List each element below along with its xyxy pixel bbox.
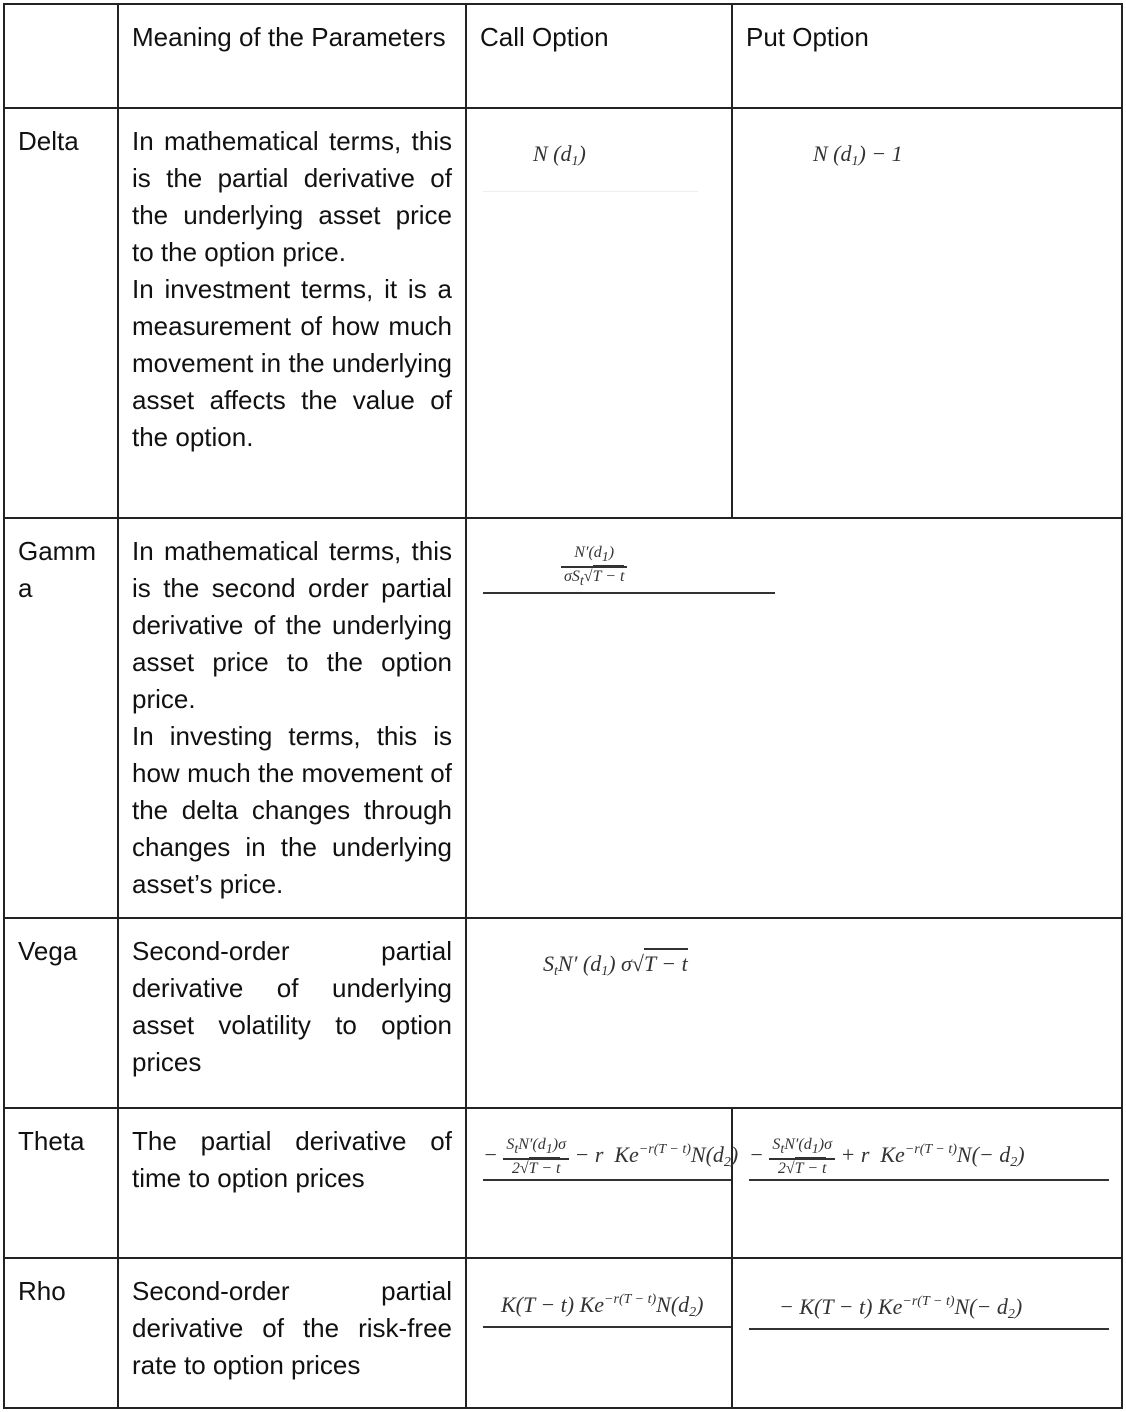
delta-meaning <box>118 108 466 518</box>
delta-call-formula <box>466 108 732 518</box>
rho-put-math: − K(T − t) $Ke^{-r(T - t)}N(- d_2)$ <box>779 1294 1023 1322</box>
rho-row <box>4 1258 1122 1408</box>
delta-call-math: N $(d_1)$ <box>533 141 586 169</box>
header-meaning: Meaning of the Parameters <box>118 4 466 108</box>
header-call-option: Call Option <box>466 4 732 108</box>
delta-meaning-investment: In investment terms, it is a measurement of how much movement in the underlying asset affects the value of the option. <box>132 274 452 452</box>
header-put-option: Put Option <box>732 4 1122 108</box>
delta-label: Delta <box>4 108 118 518</box>
vega-label: Vega <box>4 918 118 1108</box>
vega-formula-math: $S_tN'$ $(d_1) \sigma√T - t$ <box>483 933 1108 979</box>
delta-put-math: N $(d_1) - 1$ <box>813 141 903 169</box>
delta-meaning-math: In mathematical terms, this is the partial derivative of the underlying asset price to the option price. <box>132 126 452 267</box>
vega-row <box>4 918 1122 1108</box>
gamma-label: Gamm a <box>4 518 118 918</box>
rho-meaning: Second-order partial derivative of the risk-free rate to option prices <box>118 1258 466 1408</box>
greeks-table <box>3 3 1123 1409</box>
gamma-row <box>4 518 1122 918</box>
header-row <box>4 4 1122 108</box>
gamma-formula <box>466 518 1122 918</box>
delta-row <box>4 108 1122 518</box>
gamma-formula-block: $\frac{N'(d1)}{\text{σSt√T − t}}$ <box>483 533 775 594</box>
gamma-meaning-math: In mathematical terms, this is the second order partial derivative of the underlying asset price to the option price. <box>132 536 452 714</box>
theta-label: Theta <box>4 1108 118 1258</box>
theta-meaning: The partial derivative of time to option prices <box>118 1108 466 1258</box>
delta-put-formula <box>732 108 1122 518</box>
theta-call-math: − $\frac{\text{StN′(d1)σ}}{2√T - t}$ − r $Ke^{-r(T - t)}N(d_2)$ <box>483 1136 739 1177</box>
theta-put-formula <box>732 1108 1122 1258</box>
gamma-meaning <box>118 518 466 918</box>
theta-put-math: − $\frac{\text{StN′(d1)σ}}{2√T - t}$ + r $Ke^{-r(T - t)}N(- d_2)$ <box>749 1136 1025 1177</box>
theta-call-formula <box>466 1108 739 1258</box>
rho-call-formula <box>466 1258 732 1408</box>
gamma-meaning-investment: In investing terms, this is how much the movement of the delta changes through changes in the underlying asset’s price. <box>132 721 452 899</box>
rho-call-math: K(T − t) $Ke^{-r(T - t)}N(d_2)$ <box>501 1292 704 1320</box>
rho-label: Rho <box>4 1258 118 1408</box>
header-blank-cell <box>4 4 118 108</box>
vega-meaning: Second-order partial derivative of underlying asset volatility to option prices <box>118 918 466 1108</box>
theta-row <box>4 1108 1122 1258</box>
rho-put-formula <box>732 1258 1122 1408</box>
vega-formula <box>466 918 1122 1108</box>
